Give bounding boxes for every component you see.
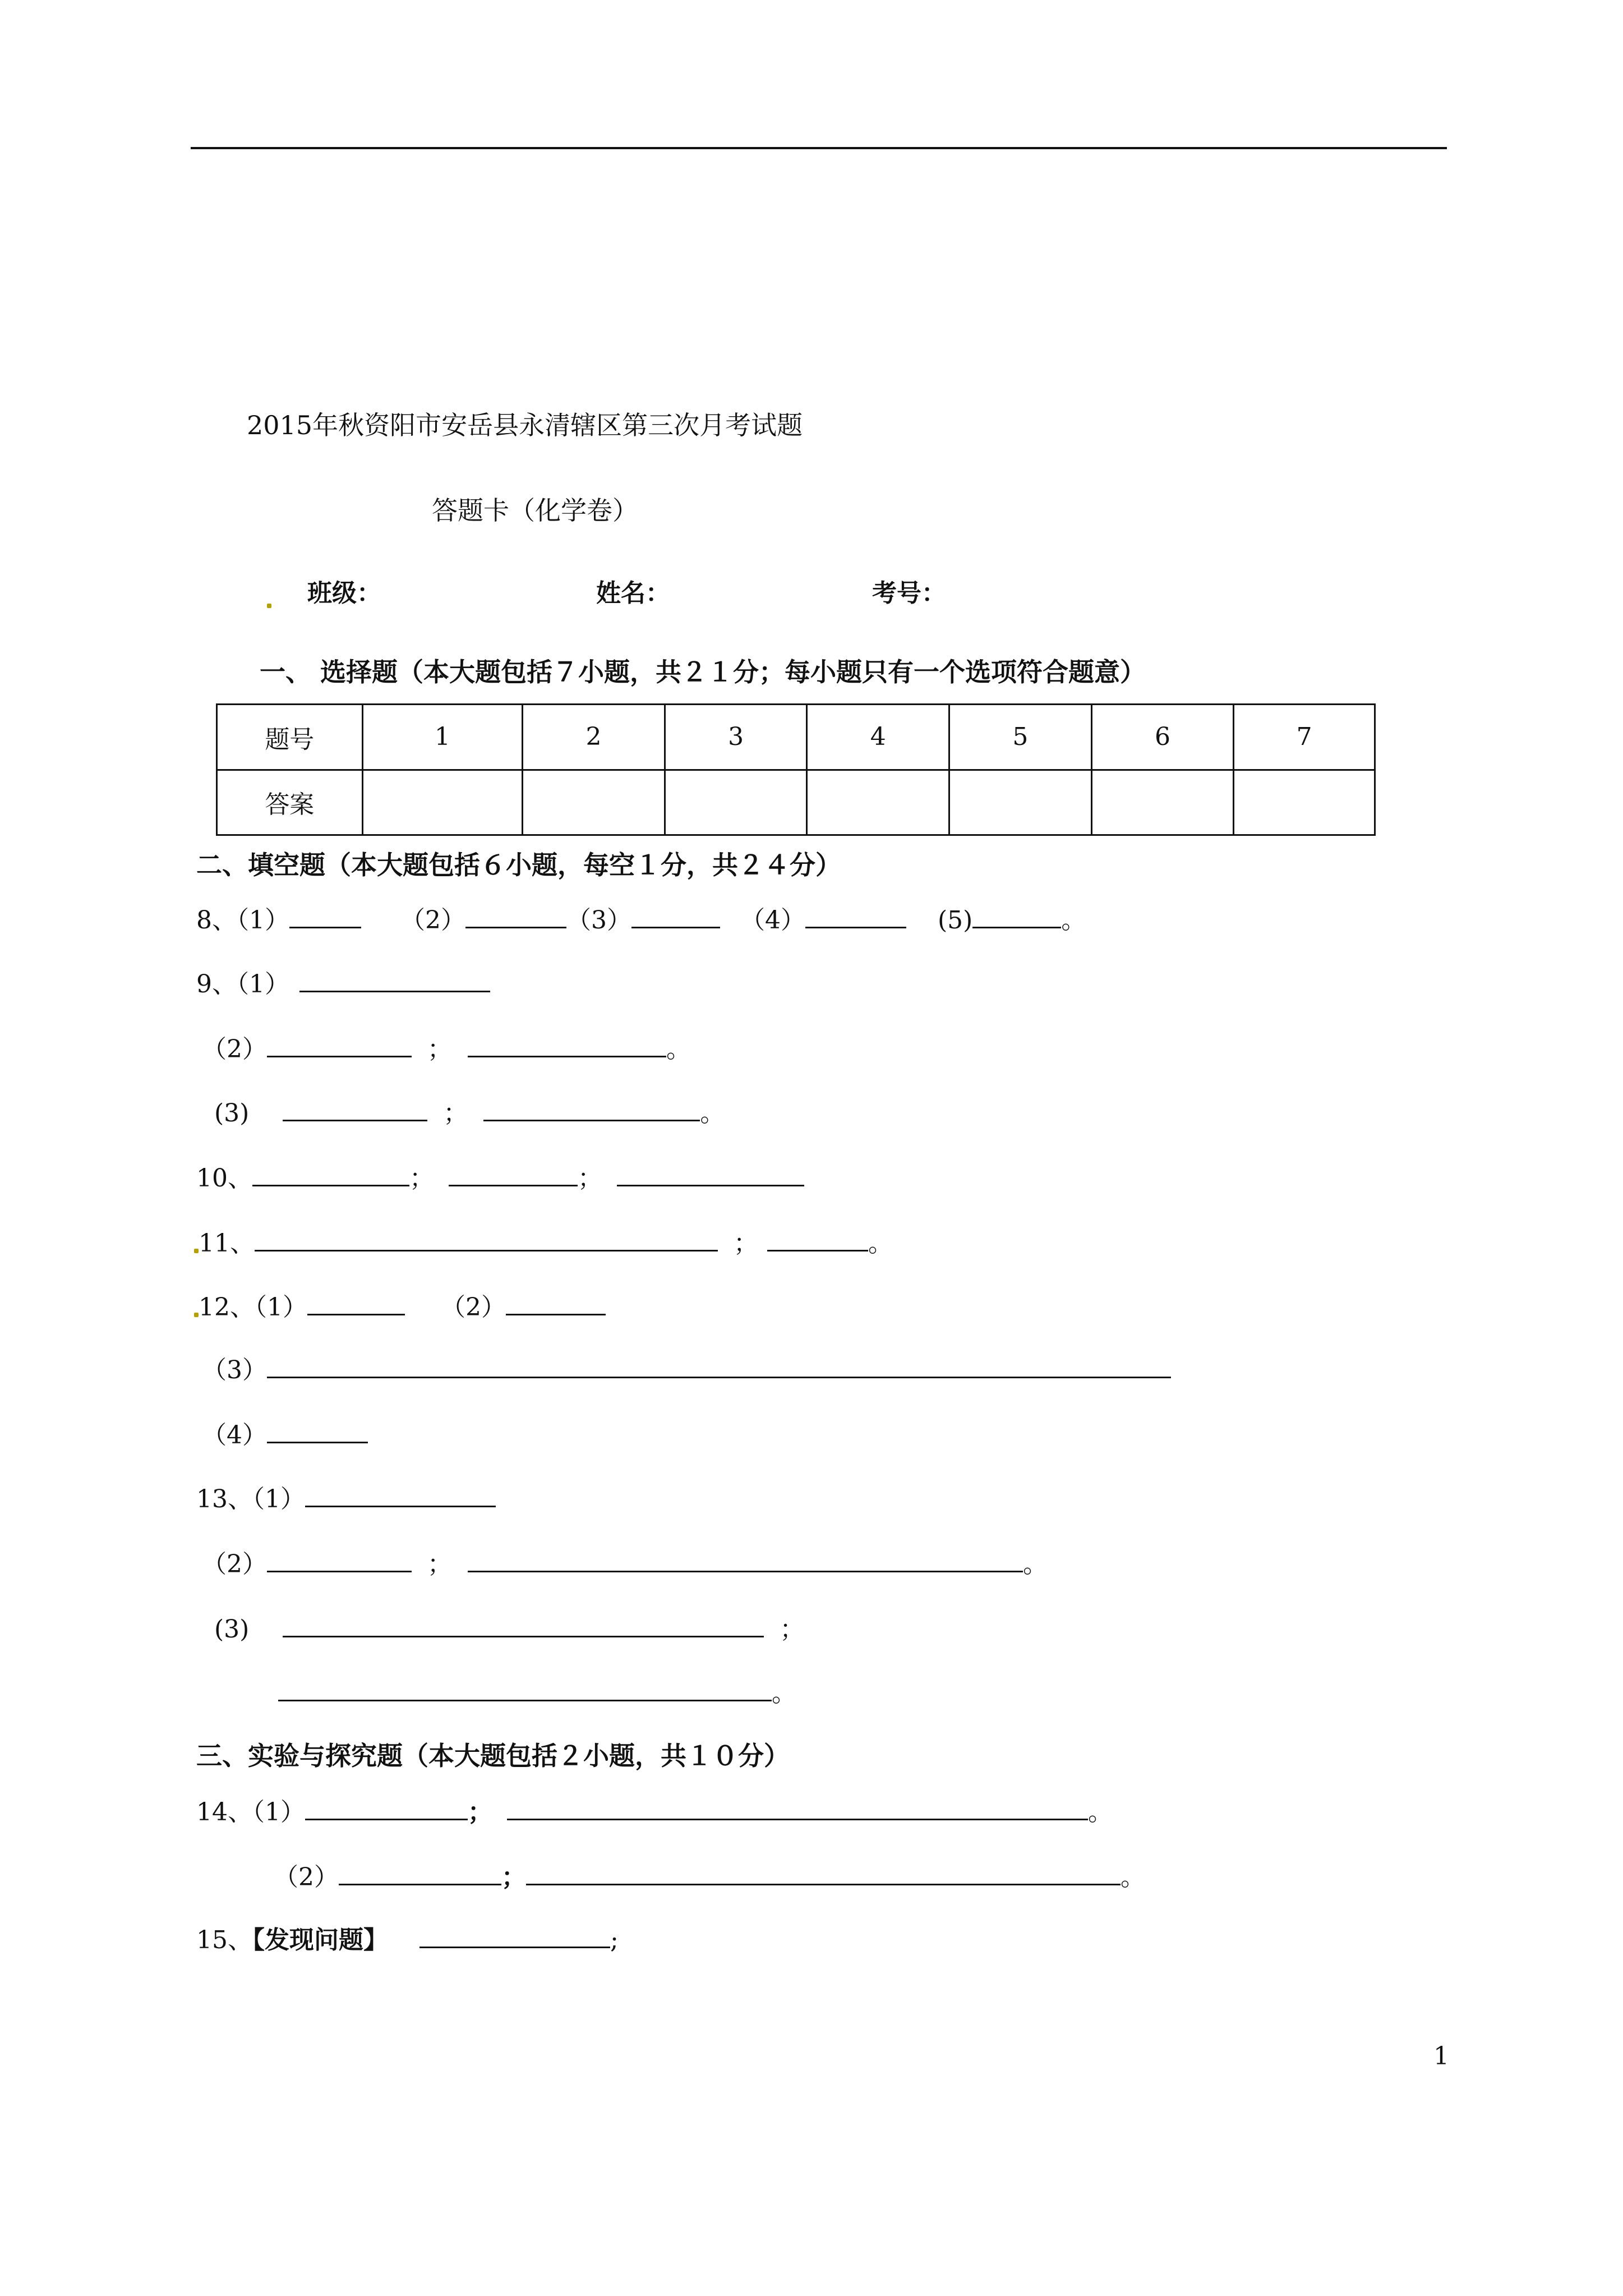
q9-line-2 xyxy=(202,1036,691,1062)
section-1-heading: 一、 选择题（本大题包括７小题，共２１分；每小题只有一个选项符合题意） xyxy=(260,657,1146,687)
answer-cell[interactable] xyxy=(807,770,949,835)
q11-blank-1[interactable] xyxy=(255,1230,718,1251)
q14-sep-2: ； xyxy=(501,1863,526,1892)
q12-blank-2[interactable] xyxy=(506,1294,606,1315)
q14-number: 14、 xyxy=(196,1798,252,1826)
q12-blank-4[interactable] xyxy=(267,1421,368,1443)
q13-part2: （2） xyxy=(202,1550,267,1579)
q15-line xyxy=(196,1926,619,1953)
q13-part1: （1） xyxy=(252,1485,305,1513)
q14-line-2 xyxy=(274,1864,1145,1890)
q15-blank-1[interactable] xyxy=(419,1926,610,1948)
q12-part2: （2） xyxy=(441,1293,506,1322)
q9-line-3 xyxy=(214,1099,725,1126)
q8-part1: （1） xyxy=(237,906,289,935)
answer-cell[interactable] xyxy=(1091,770,1234,835)
q12-blank-3[interactable] xyxy=(267,1356,1171,1378)
question-number-header: 题号 xyxy=(217,705,363,770)
question-number-cell: 3 xyxy=(665,705,807,770)
q10-blank-3[interactable] xyxy=(617,1165,804,1186)
answer-card-title: 答题卡（化学卷） xyxy=(432,495,638,526)
q13-sep-2: ； xyxy=(427,1550,452,1579)
question-number-cell: 1 xyxy=(362,705,523,770)
q8-blank-2[interactable] xyxy=(465,907,566,928)
answer-cell[interactable] xyxy=(362,770,523,835)
stray-mark xyxy=(267,604,271,608)
table-row-answers xyxy=(217,770,1375,835)
choice-answer-table xyxy=(216,703,1376,836)
answer-cell[interactable] xyxy=(665,770,807,835)
q14-blank-4[interactable] xyxy=(526,1864,1121,1885)
q10-line xyxy=(196,1165,804,1191)
exam-number-label: 考号： xyxy=(872,579,946,608)
page-number: 1 xyxy=(1433,2042,1449,2070)
q15-label: 【发现问题】 xyxy=(252,1926,388,1954)
q13-blank-4[interactable] xyxy=(283,1616,764,1637)
q15-sep: ; xyxy=(610,1926,619,1954)
q9-part2: （2） xyxy=(202,1035,267,1064)
q13-end-2: 。 xyxy=(1023,1550,1048,1579)
q13-blank-1[interactable] xyxy=(305,1485,496,1507)
q11-end: 。 xyxy=(868,1229,893,1258)
q12-line-1 xyxy=(199,1294,606,1320)
q12-blank-1[interactable] xyxy=(307,1294,405,1315)
q13-line-4 xyxy=(278,1680,796,1706)
question-number-cell: 6 xyxy=(1091,705,1234,770)
question-number-cell: 5 xyxy=(949,705,1092,770)
q9-end-3: 。 xyxy=(700,1099,725,1128)
q8-blank-3[interactable] xyxy=(631,907,720,928)
q11-number: 11、 xyxy=(199,1229,255,1258)
q13-blank-3[interactable] xyxy=(468,1550,1023,1572)
q9-blank-3[interactable] xyxy=(468,1036,666,1057)
exam-title: 2015年秋资阳市安岳县永清辖区第三次月考试题 xyxy=(247,410,803,440)
header-rule xyxy=(191,147,1447,149)
q14-blank-1[interactable] xyxy=(305,1798,468,1820)
q10-sep-1: ； xyxy=(409,1164,434,1193)
q8-part3: （3） xyxy=(566,906,631,935)
q9-number: 9、 xyxy=(196,970,237,999)
q8-line xyxy=(196,907,1086,933)
q8-number: 8、 xyxy=(196,906,237,935)
q14-line-1 xyxy=(196,1798,1113,1825)
q14-part2: （2） xyxy=(274,1863,339,1892)
q14-end-1: 。 xyxy=(1088,1798,1113,1826)
question-number-cell: 2 xyxy=(523,705,665,770)
q9-sep-2: ； xyxy=(427,1035,452,1064)
q12-number: 12、 xyxy=(199,1293,255,1322)
q9-part1: （1） xyxy=(237,970,289,999)
q13-line-3 xyxy=(214,1616,804,1642)
answer-cell[interactable] xyxy=(949,770,1092,835)
question-number-cell: 4 xyxy=(807,705,949,770)
stray-mark xyxy=(194,1249,199,1253)
q13-part3: (3) xyxy=(214,1615,250,1644)
q9-blank-5[interactable] xyxy=(483,1099,700,1121)
q13-blank-5[interactable] xyxy=(278,1680,772,1701)
q8-end: 。 xyxy=(1061,906,1086,935)
q12-line-3 xyxy=(202,1356,1171,1383)
name-label: 姓名： xyxy=(596,579,670,608)
class-label: 班级： xyxy=(307,579,381,608)
q11-sep: ； xyxy=(734,1229,758,1258)
q12-part1: （1） xyxy=(255,1293,307,1322)
q14-part1: （1） xyxy=(252,1798,305,1826)
q14-blank-2[interactable] xyxy=(507,1798,1088,1820)
answer-cell[interactable] xyxy=(523,770,665,835)
answer-header: 答案 xyxy=(217,770,363,835)
q13-sep-3: ； xyxy=(780,1615,805,1644)
question-number-cell: 7 xyxy=(1234,705,1375,770)
q9-sep-3: ； xyxy=(443,1099,468,1128)
q10-number: 10、 xyxy=(196,1164,252,1193)
q9-blank-4[interactable] xyxy=(283,1099,427,1121)
q8-blank-4[interactable] xyxy=(805,907,906,928)
q15-number: 15、 xyxy=(196,1926,252,1954)
q13-blank-2[interactable] xyxy=(267,1550,412,1572)
stray-mark xyxy=(194,1313,199,1317)
q11-line xyxy=(199,1230,893,1256)
answer-cell[interactable] xyxy=(1234,770,1375,835)
q12-line-4 xyxy=(202,1421,368,1448)
q14-blank-3[interactable] xyxy=(339,1864,501,1885)
q8-blank-5[interactable] xyxy=(972,907,1061,928)
q10-blank-1[interactable] xyxy=(252,1165,409,1186)
table-row-question-numbers xyxy=(217,705,1375,770)
q13-number: 13、 xyxy=(196,1485,252,1513)
q9-line-1 xyxy=(196,970,490,997)
q13-end-4: 。 xyxy=(772,1679,796,1708)
q12-part4: （4） xyxy=(202,1421,267,1450)
q12-part3: （3） xyxy=(202,1356,267,1384)
q8-part2: （2） xyxy=(400,906,465,935)
q8-part4: （4） xyxy=(740,906,805,935)
section-2-heading: 二、填空题（本大题包括６小题，每空１分，共２４分） xyxy=(196,850,841,880)
q13-line-2 xyxy=(202,1550,1048,1577)
q9-end-2: 。 xyxy=(666,1035,691,1064)
q9-part3: (3) xyxy=(214,1099,250,1128)
q8-blank-1[interactable] xyxy=(289,907,361,928)
q10-blank-2[interactable] xyxy=(449,1165,578,1186)
q9-blank-1[interactable] xyxy=(299,970,490,992)
q10-sep-2: ； xyxy=(578,1164,602,1193)
q13-line-1 xyxy=(196,1485,496,1512)
q11-blank-2[interactable] xyxy=(767,1230,868,1251)
q8-part5: (5) xyxy=(938,906,973,935)
q14-end-2: 。 xyxy=(1121,1863,1145,1892)
q9-blank-2[interactable] xyxy=(267,1036,412,1057)
q14-sep-1: ； xyxy=(468,1798,492,1826)
section-3-heading: 三、实验与探究题（本大题包括２小题，共１０分） xyxy=(196,1741,790,1771)
